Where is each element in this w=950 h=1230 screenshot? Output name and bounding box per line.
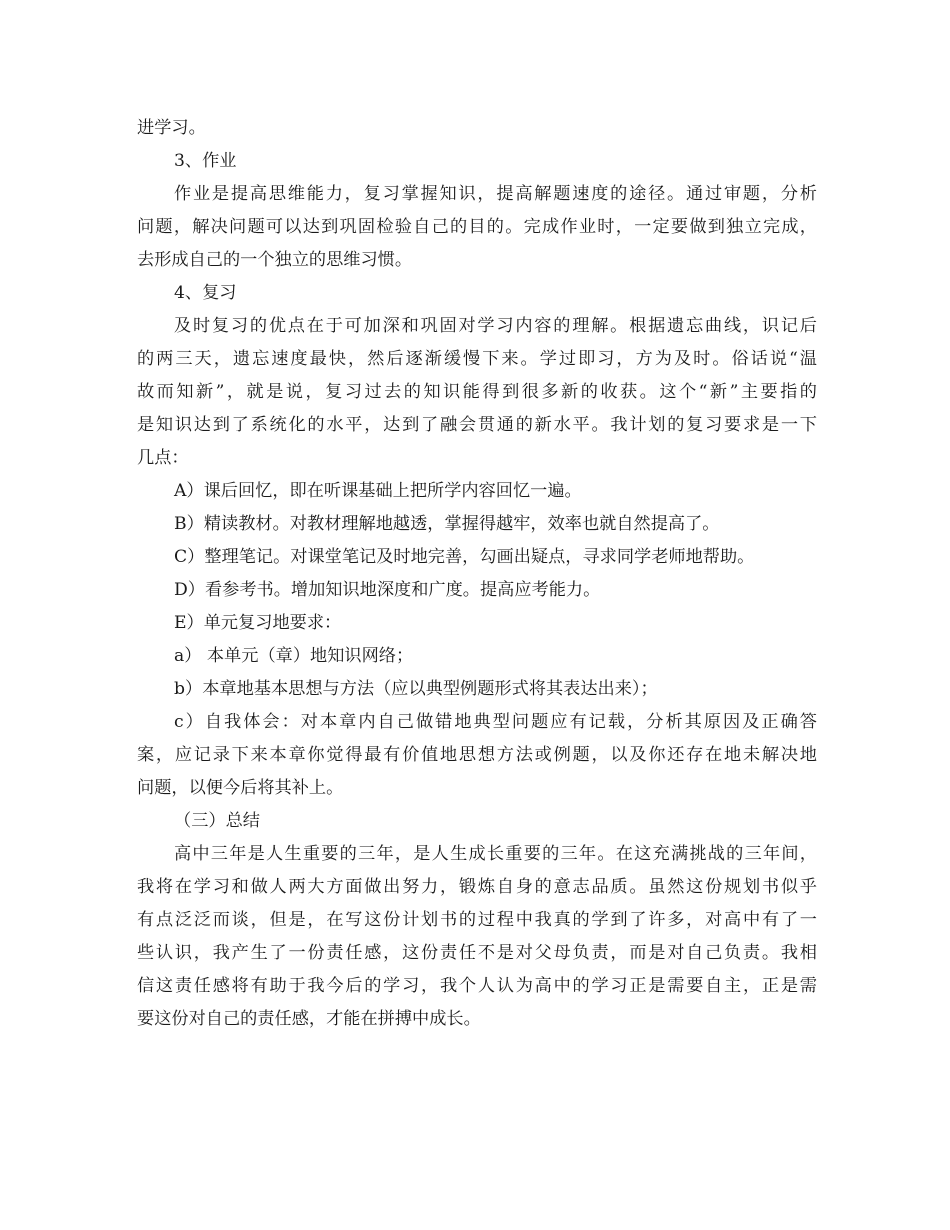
section-heading-review: 4、复习 [174,283,237,303]
list-item: A）课后回忆，即在听课基础上把所学内容回忆一遍。 [174,481,582,501]
text-line: 作业是提高思维能力，复习掌握知识，提高解题速度的途径。通过审题，分析 [174,184,817,204]
text-line: 案，应记录下来本章你觉得最有价值地思想方法或例题，以及你还存在地未解决地 [137,745,817,765]
text-line: 要这份对自己的责任感，才能在拼搏中成长。 [137,1009,481,1029]
text-line: 去形成自己的一个独立的思维习惯。 [137,250,413,270]
sub-list-item: a） 本单元（章）地知识网络； [174,646,414,666]
text-line: 有点泛泛而谈，但是，在写这份计划书的过程中我真的学到了许多，对高中有了一 [137,910,817,930]
sub-list-item: c）自我体会：对本章内自己做错地典型问题应有记载，分析其原因及正确答 [174,712,817,732]
text-line: 我将在学习和做人两大方面做出努力，锻炼自身的意志品质。虽然这份规划书似乎 [137,877,817,897]
list-item: B）精读教材。对教材理解地越透，掌握得越牢，效率也就自然提高了。 [174,514,720,534]
section-heading-summary: （三）总结 [174,811,260,831]
text-line: 问题，解决问题可以达到巩固检验自己的目的。完成作业时，一定要做到独立完成， [137,217,817,237]
list-item: C）整理笔记。对课堂笔记及时地完善，勾画出疑点，寻求同学老师地帮助。 [174,547,755,567]
text-line: 高中三年是人生重要的三年，是人生成长重要的三年。在这充满挑战的三年间， [174,844,817,864]
list-item: D）看参考书。增加知识地深度和广度。提高应考能力。 [174,580,601,600]
sub-list-item: b）本章地基本思想与方法（应以典型例题形式将其表达出来）； [174,679,658,699]
text-line: 进学习。 [137,118,206,138]
text-line: 问题，以便今后将其补上。 [137,778,344,798]
text-line: 故而知新”，就是说，复习过去的知识能得到很多新的收获。这个“新”主要指的 [137,382,817,402]
text-line: 及时复习的优点在于可加深和巩固对学习内容的理解。根据遗忘曲线，识记后 [174,316,817,336]
text-line: 是知识达到了系统化的水平，达到了融会贯通的新水平。我计划的复习要求是一下 [137,415,817,435]
section-heading-homework: 3、作业 [174,151,237,171]
text-line: 的两三天，遗忘速度最快，然后逐渐缓慢下来。学过即习，方为及时。俗话说“温 [137,349,817,369]
text-line: 些认识，我产生了一份责任感，这份责任不是对父母负责，而是对自己负责。我相 [137,943,817,963]
list-item: E）单元复习地要求： [174,613,342,633]
text-line: 几点： [137,448,189,468]
text-line: 信这责任感将有助于我今后的学习，我个人认为高中的学习正是需要自主，正是需 [137,976,817,996]
